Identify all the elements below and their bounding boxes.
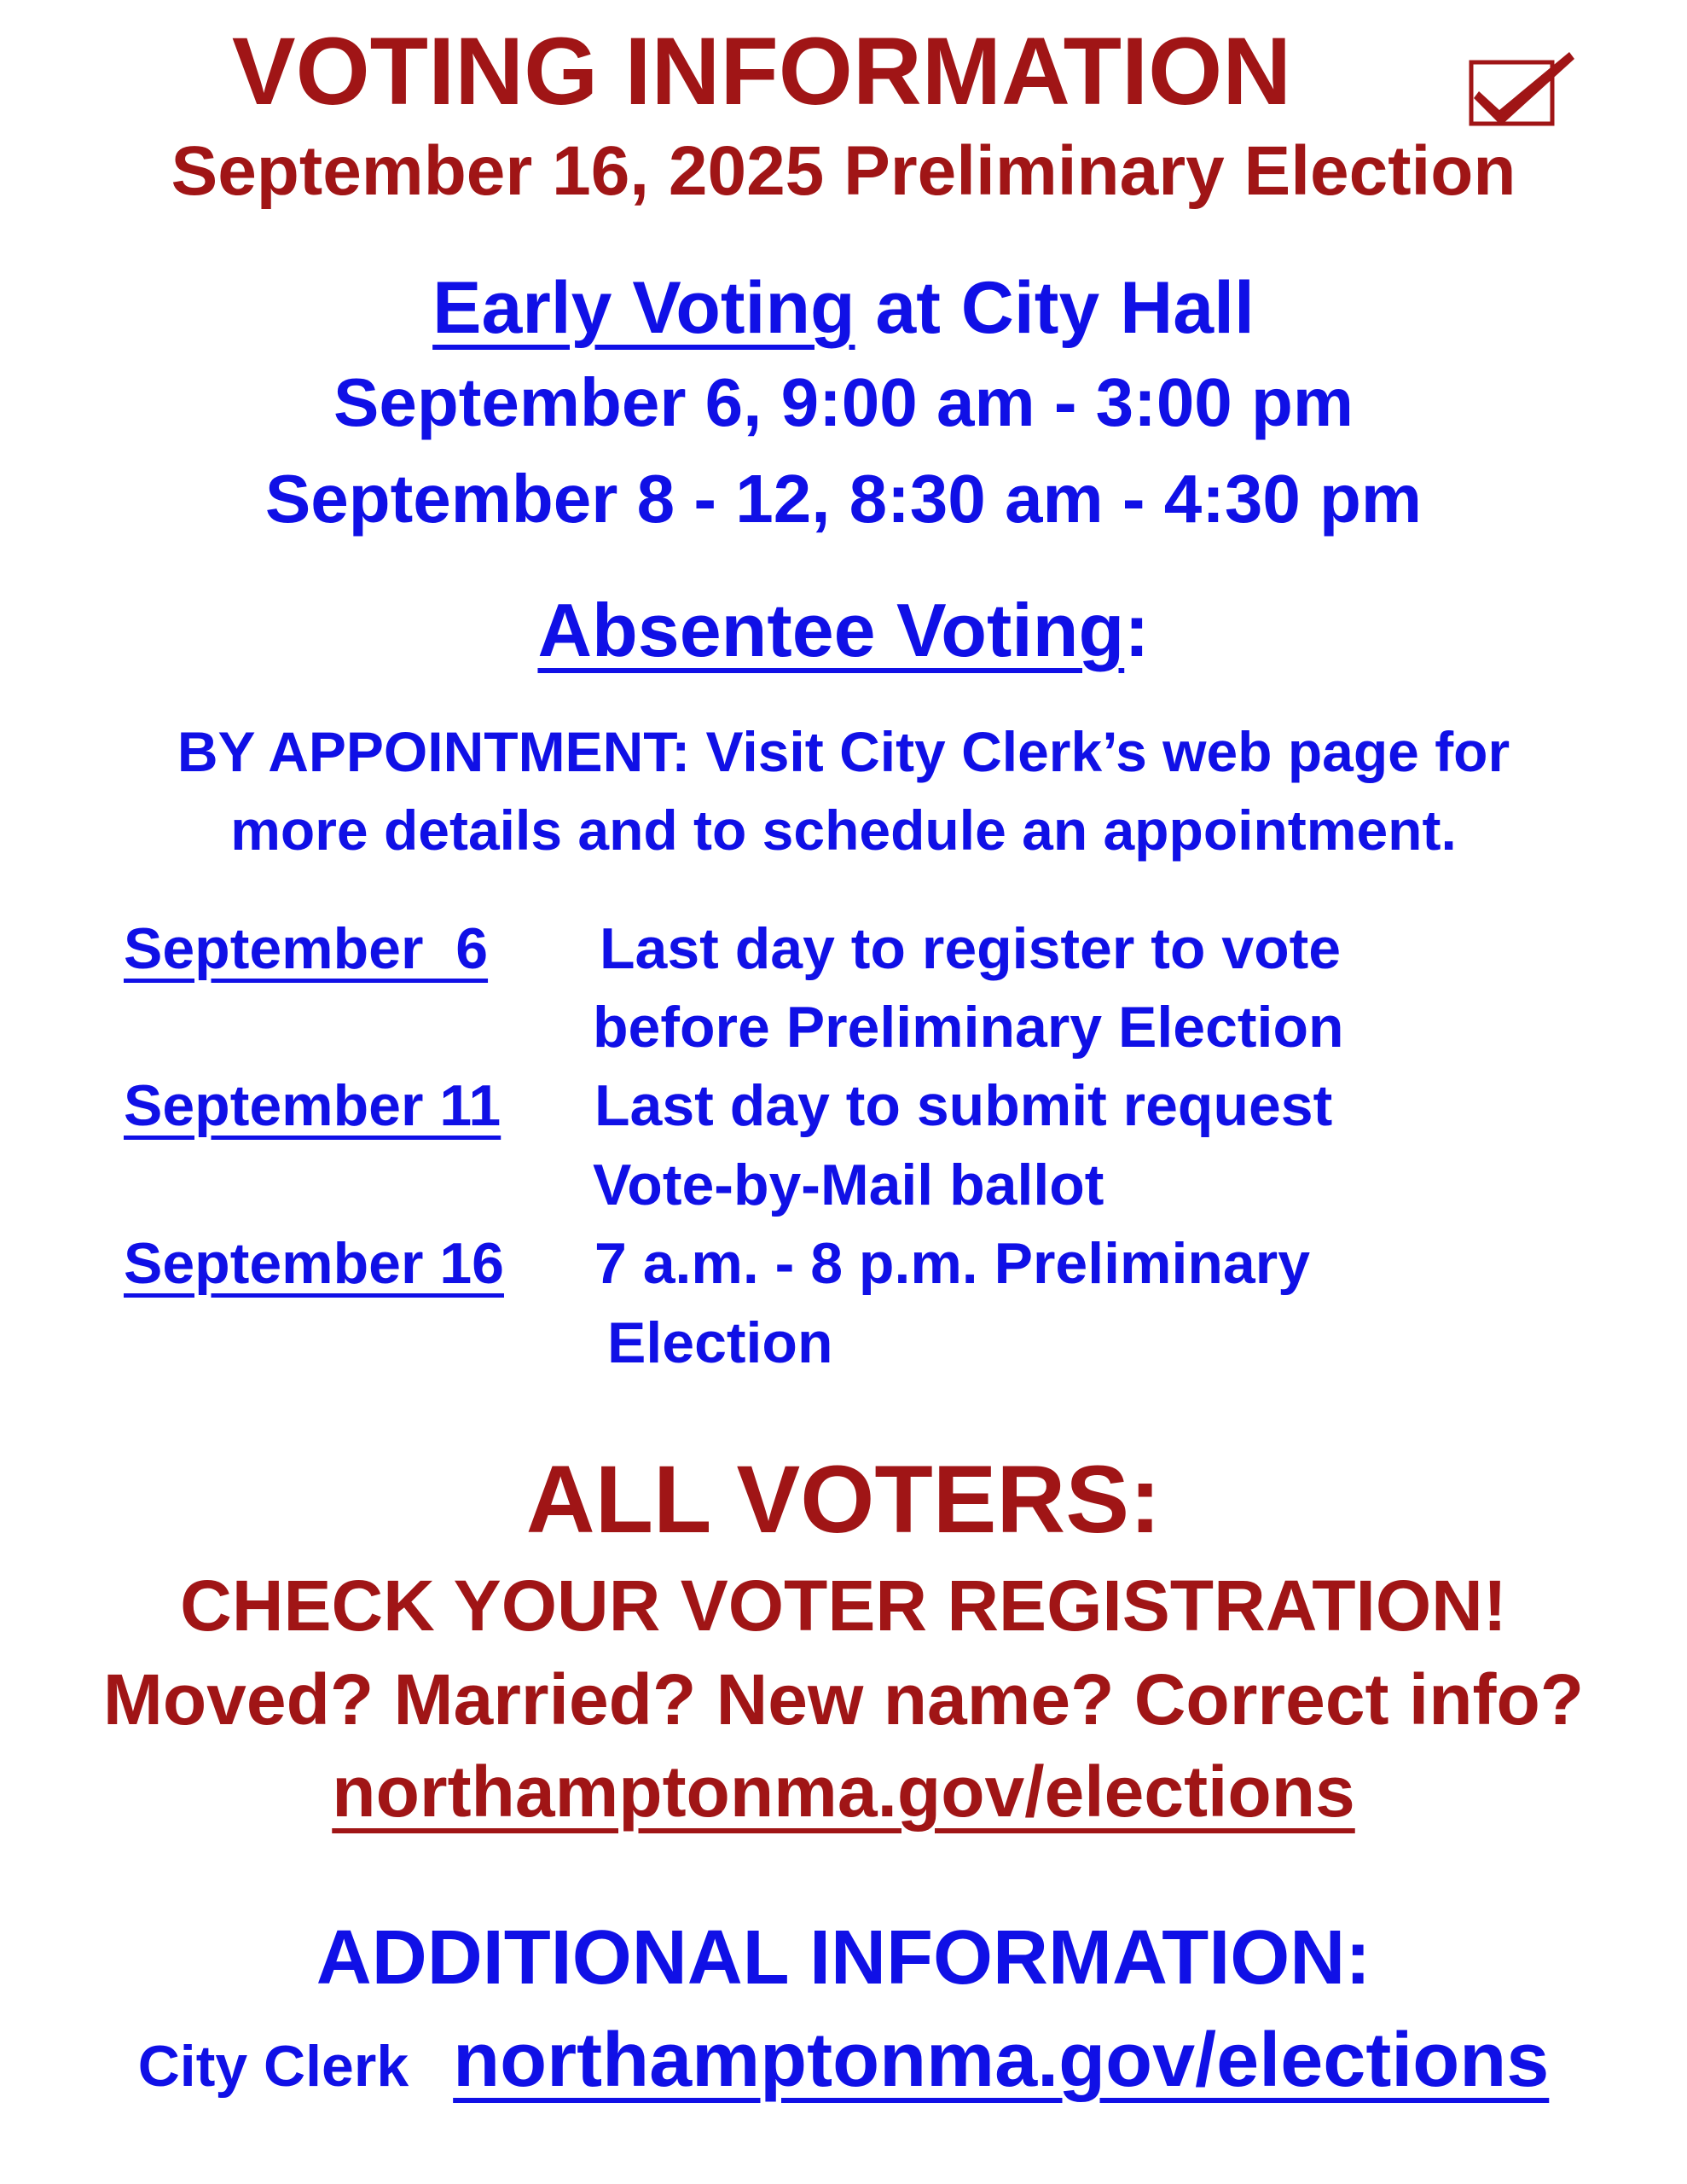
date-desc-line: before Preliminary Election [593, 995, 1344, 1060]
elections-link-blue[interactable]: northamptonma.gov/elections [453, 2018, 1550, 2103]
all-voters-heading: ALL VOTERS: [525, 1446, 1162, 1553]
moved-married-line: Moved? Married? New name? Correct info? [102, 1659, 1585, 1740]
date-label: September 6 [124, 916, 489, 981]
absentee-voting-heading [0, 588, 1687, 672]
absentee-line-1: BY APPOINTMENT: Visit City Clerk’s web page for [177, 720, 1510, 783]
checkmark-in-box-icon [1469, 47, 1575, 128]
check-registration-line: CHECK YOUR VOTER REGISTRATION! [180, 1565, 1507, 1646]
absentee-voting-heading-underlined: Absentee Voting [537, 588, 1125, 672]
absentee-line-2: more details and to schedule an appointment. [230, 799, 1457, 862]
date-desc-line: Vote-by-Mail ballot [593, 1153, 1104, 1217]
date-item-sep-11 [124, 1073, 501, 1138]
absentee-voting-heading-rest: : [1124, 588, 1150, 672]
date-desc-line: Last day to register to vote [600, 916, 1342, 981]
elections-link-red[interactable]: northamptonma.gov/elections [332, 1751, 1355, 1832]
additional-info-heading: ADDITIONAL INFORMATION: [316, 1915, 1371, 2001]
date-label: September 11 [124, 1073, 501, 1138]
early-voting-heading [0, 267, 1687, 349]
city-clerk-label: City Clerk [137, 2034, 409, 2099]
page-subtitle: September 16, 2025 Preliminary Election [171, 132, 1516, 210]
date-desc-line: Election [607, 1310, 833, 1375]
early-voting-heading-underlined: Early Voting [432, 267, 855, 349]
city-clerk-row [0, 2018, 1687, 2103]
page-title: VOTING INFORMATION [231, 18, 1292, 125]
date-label: September 16 [124, 1231, 504, 1296]
date-desc-line: 7 a.m. - 8 p.m. Preliminary [594, 1231, 1311, 1296]
date-desc-line: Last day to submit request [594, 1073, 1333, 1138]
early-voting-heading-rest: at City Hall [855, 267, 1255, 349]
early-voting-time-1: September 6, 9:00 am - 3:00 pm [333, 364, 1354, 440]
date-item-sep-6 [124, 916, 489, 981]
early-voting-time-2: September 8 - 12, 8:30 am - 4:30 pm [264, 461, 1423, 537]
date-item-sep-16 [124, 1231, 504, 1296]
